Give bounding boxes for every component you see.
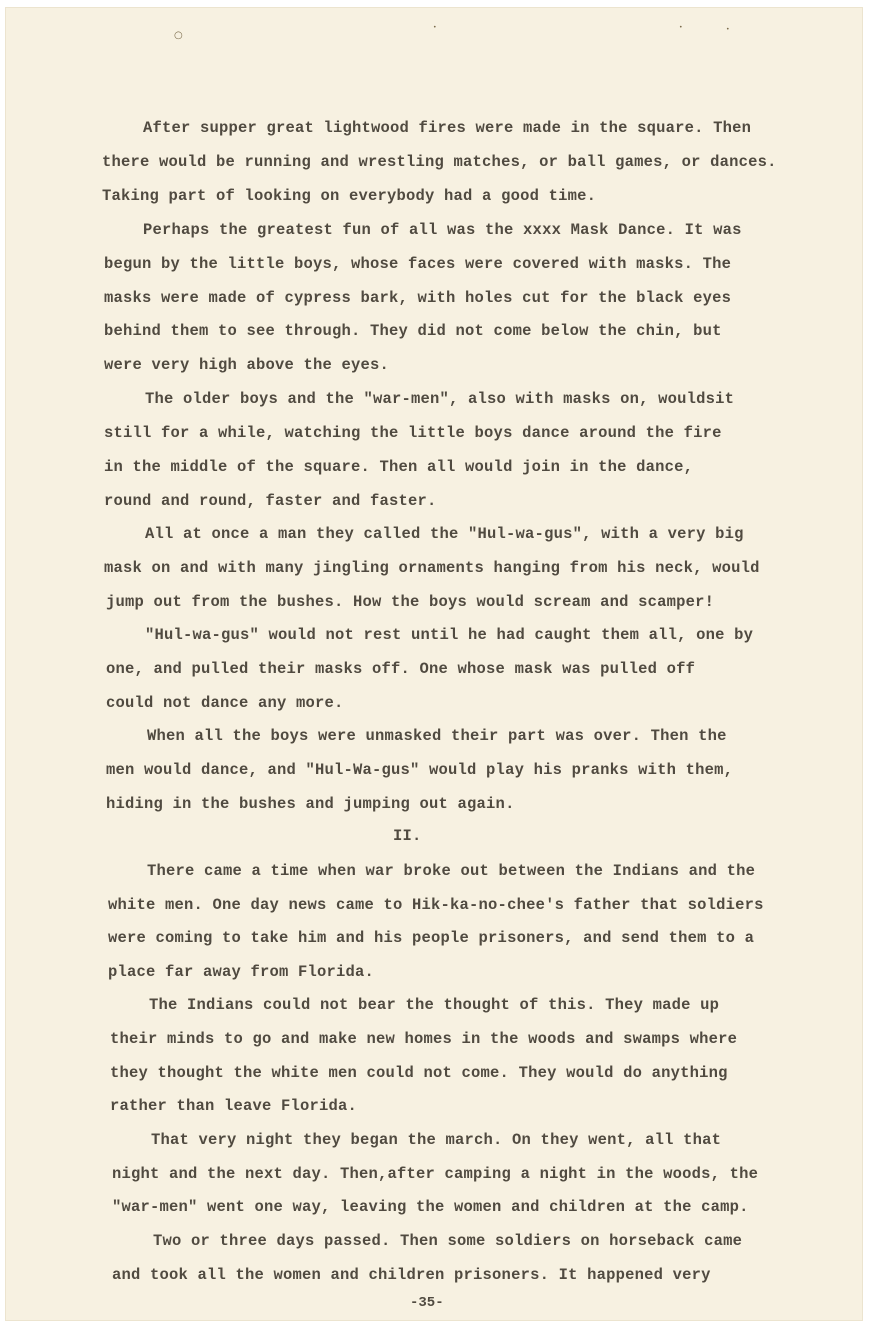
text-line: and took all the women and children prisoners. It happened very [112, 1266, 711, 1284]
text-line: Perhaps the greatest fun of all was the xxxx Mask Dance. It was [143, 221, 742, 239]
paper-speck: • [679, 24, 683, 31]
typed-text-body [6, 8, 862, 1320]
text-line: white men. One day news came to Hik-ka-no-chee's father that soldiers [108, 896, 764, 914]
text-line: were very high above the eyes. [104, 356, 390, 374]
text-line: in the middle of the square. Then all would join in the dance, [104, 458, 694, 476]
text-line: hiding in the bushes and jumping out again. [106, 795, 515, 813]
text-line: one, and pulled their masks off. One whose mask was pulled off [106, 660, 696, 678]
text-line: Two or three days passed. Then some soldiers on horseback came [153, 1232, 743, 1250]
text-line: After supper great lightwood fires were made in the square. Then [143, 119, 752, 137]
document-page [6, 8, 862, 1320]
page-number: -35- [410, 1295, 444, 1311]
text-line: behind them to see through. They did not come below the chin, but [104, 322, 722, 340]
text-line: That very night they began the march. On they went, all that [151, 1131, 722, 1149]
text-line: "Hul-wa-gus" would not rest until he had caught them all, one by [145, 626, 754, 644]
text-line: The Indians could not bear the thought of this. They made up [149, 996, 720, 1014]
text-line: they thought the white men could not come. They would do anything [110, 1064, 728, 1082]
text-line: could not dance any more. [106, 694, 344, 712]
text-line: masks were made of cypress bark, with holes cut for the black eyes [104, 289, 732, 307]
text-line: jump out from the bushes. How the boys would scream and scamper! [106, 593, 715, 611]
section-heading: II. [393, 827, 422, 845]
text-line: men would dance, and "Hul-Wa-gus" would play his pranks with them, [106, 761, 734, 779]
text-line: round and round, faster and faster. [104, 492, 437, 510]
text-line: There came a time when war broke out between the Indians and the [147, 862, 756, 880]
text-line: Taking part of looking on everybody had a good time. [102, 187, 597, 205]
text-line: were coming to take him and his people prisoners, and send them to a [108, 929, 755, 947]
text-line: When all the boys were unmasked their part was over. Then the [147, 727, 727, 745]
text-line: rather than leave Florida. [110, 1097, 358, 1115]
paper-speck: ○ [174, 30, 183, 41]
text-line: The older boys and the "war-men", also with masks on, wouldsit [145, 390, 735, 408]
paper-speck: • [726, 26, 730, 33]
paper-speck: • [433, 24, 437, 31]
text-line: All at once a man they called the "Hul-wa-gus", with a very big [145, 525, 744, 543]
text-line: there would be running and wrestling matches, or ball games, or dances. [102, 153, 777, 171]
text-line: place far away from Florida. [108, 963, 375, 981]
text-line: still for a while, watching the little boys dance around the fire [104, 424, 722, 442]
text-line: night and the next day. Then,after camping a night in the woods, the [112, 1165, 759, 1183]
text-line: their minds to go and make new homes in the woods and swamps where [110, 1030, 738, 1048]
text-line: begun by the little boys, whose faces were covered with masks. The [104, 255, 732, 273]
text-line: "war-men" went one way, leaving the women and children at the camp. [112, 1198, 749, 1216]
text-line: mask on and with many jingling ornaments hanging from his neck, would [104, 559, 760, 577]
